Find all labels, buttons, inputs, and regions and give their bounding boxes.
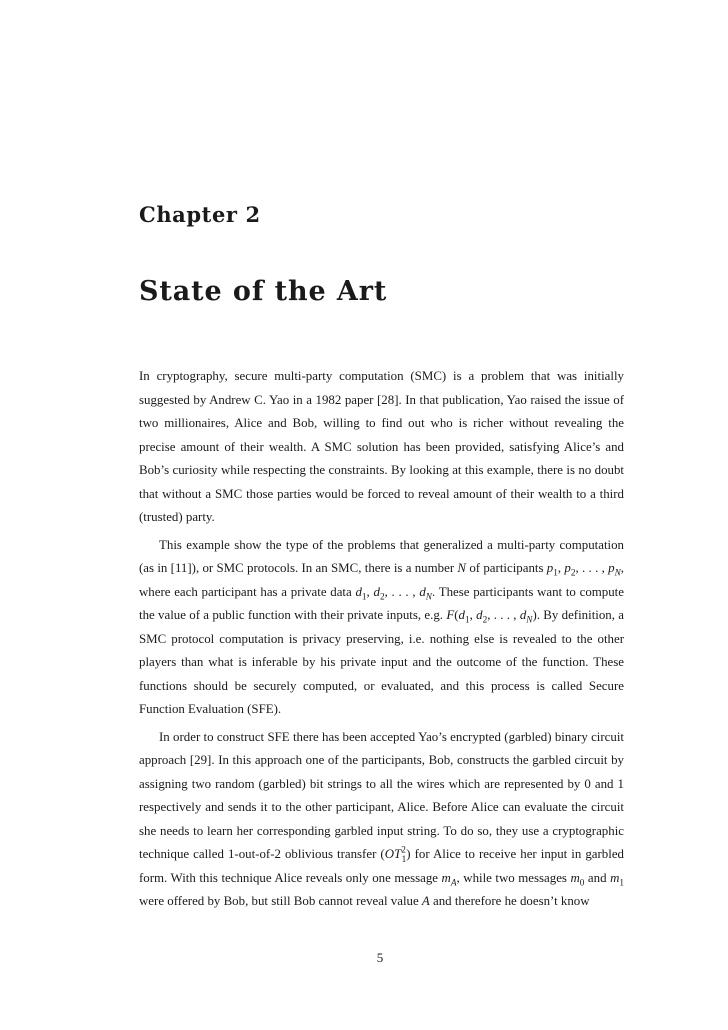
page-number: 5 — [376, 950, 384, 965]
paragraph-2: This example show the type of the problems that generalized a multi-party computation (as in [11]), or SMC protocols. In an SMC, there is a number N of participants $p_1$, $p_2$, . . . , $p_N$, where each participant has a private data $d_1$, $d_2$, . . . , $d_N$. These participants want to compute the value of a public function with their private inputs, e.g. $F(d_1$, $d_2$, . . . , $d_N$). By definition, a SMC protocol computation is privacy preserving, i.e. nothing else is revealed to the other players than what is inferable by his private input and the outcome of the function. These functions should be securely computed, or evaluated, and this process is called Secure Function Evaluation (SFE). — [139, 537, 624, 716]
chapter-title: State of the Art — [139, 276, 388, 307]
chapter-label: Chapter 2 — [139, 202, 261, 227]
paragraph-3: In order to construct SFE there has been accepted Yao’s encrypted (garbled) binary circuit approach [29]. In this approach one of the participants, Bob, constructs the garbled circuit by assigning two random (garbled) bit strings to all the wires which are represented by 0 and 1 respectively and sends it to the other participant, Alice. Before Alice can evaluate the circuit she needs to learn her corresponding garbled input string. To do so, they use a cryptographic technique called 1-out-of-2 oblivious transfer $(OT^2_1)$ for Alice to receive her input in garbled form. With this technique Alice reveals only one message $m_A$, while two messages $m_0$ and $m_1$ were offered by Bob, but still Bob cannot reveal value A and therefore he doesn’t know — [139, 729, 625, 908]
body-text — [139, 365, 624, 918]
paragraph-1: In cryptography, secure multi-party computation (SMC) is a problem that was initially suggested by Andrew C. Yao in a 1982 paper [28]. In that publication, Yao raised the issue of two millionaires, Alice and Bob, willing to find out who is richer without revealing the precise amount of their wealth. A SMC solution has been provided, satisfying Alice’s and Bob’s curiosity while respecting the constraints. By looking at this example, there is no doubt that without a SMC those parties would be forced to reveal amount of their wealth to a third (trusted) party. — [139, 369, 624, 524]
